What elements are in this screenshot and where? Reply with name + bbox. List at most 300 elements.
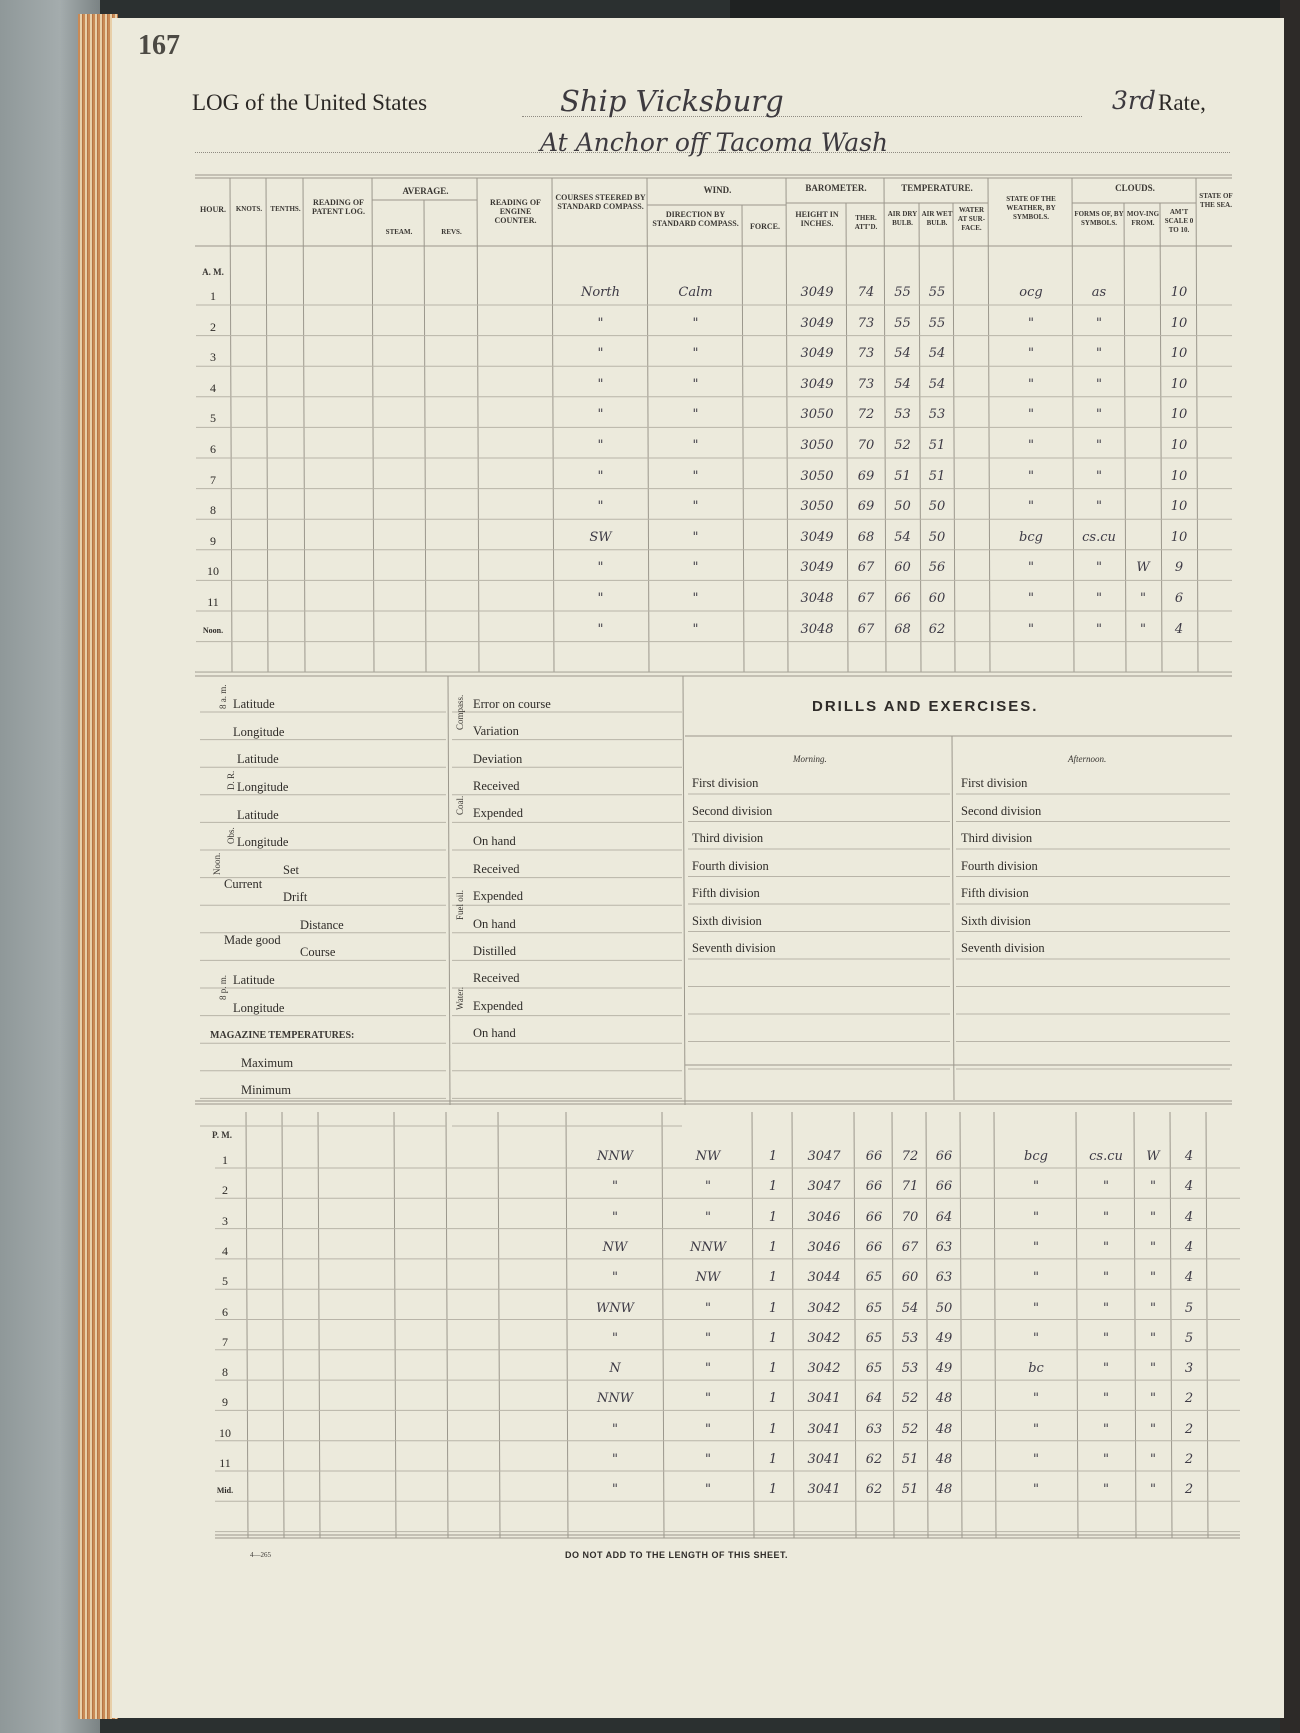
am-row-8-forms: " [1096,499,1102,515]
nav-obs-label: Obs. [226,827,236,844]
pm-row-3-force: 1 [768,1209,778,1225]
am-row-9-forms: cs.cu [1082,529,1116,545]
water-group: Water. [455,986,465,1010]
form-number: 4—265 [250,1551,271,1559]
pm-row-2-dir: " [705,1179,711,1195]
am-row-12-dry: 68 [894,621,911,637]
am-row-12-course: " [597,621,604,637]
pm-row-10-dir: " [705,1421,711,1437]
col-water: WATER AT SUR-FACE. [957,206,986,232]
am-row-5-ther: 72 [857,407,875,423]
am-row-11-course: " [597,591,604,606]
pm-row-6-weather: " [1033,1300,1039,1316]
nav-obs-longitude: Longitude [237,835,289,849]
am-row-6-ther: 70 [857,438,875,453]
pm-row-11-amt: 2 [1184,1452,1194,1467]
nav-dr-longitude: Longitude [237,780,289,794]
pm-row-3-moving: " [1150,1209,1156,1225]
pm-row-1-dry: 72 [901,1149,919,1164]
pm-row-6-wet: 50 [935,1300,953,1316]
am-row-1-amt: 10 [1170,285,1188,300]
fuel-oil-group: Fuel oil. [455,889,465,920]
pm-row-11-moving: " [1150,1452,1156,1467]
pm-row-6-amt: 5 [1184,1300,1194,1316]
pm-row-5-hour: 5 [222,1274,228,1289]
am-row-7-forms: " [1096,468,1102,484]
am-row-1-forms: as [1091,285,1107,300]
am-row-10-course: " [597,560,604,576]
am-row-12-moving: " [1140,621,1146,637]
am-row-3-forms: " [1096,346,1102,362]
am-row-4-dir: " [692,376,699,392]
pm-row-5-weather: " [1033,1270,1039,1286]
pm-row-11-weather: " [1033,1452,1039,1467]
morning-division-1: First division [692,776,759,790]
col-hour: HOUR. [200,205,226,214]
pm-row-2-forms: " [1103,1179,1109,1195]
pm-row-4-forms: " [1103,1239,1109,1255]
col-weather: STATE OF THE WEATHER, BY SYMBOLS. [1006,195,1056,221]
am-row-6-weather: " [1028,438,1034,453]
pm-row-3-hour: 3 [222,1213,228,1228]
pm-row-1-hour: 1 [222,1153,228,1167]
am-row-4-course: " [597,376,604,392]
pm-row-3-amt: 4 [1184,1209,1194,1225]
pm-row-3-dry: 70 [901,1209,919,1225]
coal-received: Received [473,779,520,793]
am-row-7-dir: " [692,468,699,484]
pm-row-12-forms: " [1103,1482,1109,1498]
pm-label: P. M. [212,1130,232,1140]
pm-row-10-forms: " [1103,1421,1109,1437]
nav-drift: Drift [283,890,308,904]
am-row-10-dir: " [692,560,699,576]
afternoon-division-1: First division [961,776,1028,790]
pm-row-10-weather: " [1033,1421,1039,1437]
pm-row-2-height: 3047 [807,1179,841,1195]
pm-row-6-dir: " [705,1300,711,1316]
pm-row-4-dir: NNW [689,1239,727,1255]
fuel-on-hand: On hand [473,917,516,931]
pm-row-7-forms: " [1103,1330,1109,1346]
pm-row-2-course: " [612,1179,618,1195]
pm-row-12-hour: Mid. [216,1486,234,1496]
col-temperature: TEMPERATURE. [901,183,973,193]
pm-row-9-dir: " [705,1391,711,1407]
am-row-3-wet: 54 [928,346,946,362]
pm-row-8-ther: 65 [865,1361,883,1377]
pm-row-7-course: " [612,1330,618,1346]
pm-row-8-hour: 8 [222,1365,228,1380]
am-row-1-dry: 55 [894,285,911,300]
am-row-7-hour: 7 [210,472,216,487]
morning-division-5: Fifth division [692,886,760,900]
pm-row-2-moving: " [1150,1179,1156,1195]
am-row-12-hour: Noon. [202,625,224,635]
am-row-3-dir: " [692,346,699,362]
am-row-4-amt: 10 [1170,376,1188,392]
pm-row-8-dry: 53 [901,1361,919,1377]
pm-row-7-wet: 49 [935,1330,953,1346]
pm-row-11-height: 3041 [807,1452,841,1467]
pm-row-4-force: 1 [768,1239,778,1255]
am-row-12-dir: " [692,621,699,637]
am-row-8-amt: 10 [1170,499,1188,515]
pm-row-7-moving: " [1150,1330,1156,1346]
pm-row-6-hour: 6 [222,1304,228,1319]
pm-row-8-dir: " [705,1361,711,1377]
pm-row-6-force: 1 [768,1300,778,1316]
am-row-1-hour: 1 [210,289,216,303]
am-row-11-weather: " [1028,591,1034,606]
pm-row-11-course: " [612,1452,618,1467]
col-clouds: CLOUDS. [1115,183,1155,193]
am-row-7-dry: 51 [894,468,911,484]
magazine-minimum: Minimum [241,1083,292,1097]
pm-row-5-dry: 60 [901,1270,919,1286]
pm-row-3-height: 3046 [807,1209,841,1225]
am-row-8-ther: 69 [857,499,875,515]
afternoon-division-3: Third division [961,831,1033,845]
nav-distance: Distance [300,918,344,932]
pm-row-5-amt: 4 [1184,1270,1194,1286]
am-row-1-wet: 55 [928,285,946,300]
pm-row-5-force: 1 [768,1270,778,1286]
pm-row-2-dry: 71 [901,1179,919,1195]
am-row-3-amt: 10 [1170,346,1188,362]
am-row-7-amt: 10 [1170,468,1188,484]
col-ther: THER. ATT'D. [854,214,878,231]
pm-row-9-course: NNW [596,1391,634,1407]
pm-row-6-moving: " [1150,1300,1156,1316]
am-row-12-weather: " [1028,621,1034,637]
am-row-11-forms: " [1096,591,1102,606]
col-barometer: BAROMETER. [805,183,867,193]
drills-afternoon: Afternoon. [1068,754,1107,764]
pm-row-4-height: 3046 [807,1239,841,1255]
afternoon-division-2: Second division [961,803,1042,818]
am-row-11-moving: " [1140,591,1146,606]
pm-row-9-dry: 52 [901,1391,919,1407]
pm-row-1-wet: 66 [935,1149,953,1164]
am-row-10-amt: 9 [1174,560,1184,576]
pm-row-6-ther: 65 [865,1300,883,1316]
am-row-5-height: 3050 [800,407,834,423]
nav-noon-label: Noon. [212,852,222,875]
pm-row-1-dir: NW [695,1149,721,1164]
pm-row-1-amt: 4 [1184,1149,1194,1164]
pm-row-9-ther: 64 [865,1391,883,1407]
am-row-5-dry: 53 [894,407,911,423]
nav-obs-latitude: Latitude [237,808,279,822]
pm-row-3-forms: " [1103,1209,1109,1225]
pm-row-10-height: 3041 [807,1421,841,1437]
location: At Anchor off Tacoma Wash [540,128,889,157]
col-steam: STEAM. [385,228,413,236]
water-expended: Expended [473,999,523,1013]
pm-row-8-wet: 49 [935,1361,953,1377]
pm-row-7-height: 3042 [807,1330,841,1346]
nav-set: Set [283,863,299,877]
pm-row-9-hour: 9 [222,1395,228,1410]
pm-row-7-force: 1 [768,1330,778,1346]
am-row-11-dry: 66 [894,591,911,606]
pm-row-8-moving: " [1150,1361,1156,1377]
morning-division-6: Sixth division [692,913,762,928]
pm-row-12-amt: 2 [1184,1482,1194,1498]
pm-row-4-dry: 67 [901,1239,919,1255]
pm-row-11-wet: 48 [935,1452,953,1467]
morning-division-7: Seventh division [692,941,776,955]
am-row-5-amt: 10 [1170,407,1188,423]
am-row-6-dir: " [692,438,699,453]
am-row-4-weather: " [1028,376,1034,392]
am-row-8-wet: 50 [928,499,946,515]
am-row-4-wet: 54 [928,376,946,392]
col-wind: WIND. [703,185,732,195]
coal-on-hand: On hand [473,834,516,848]
fuel-expended: Expended [473,889,523,903]
am-row-3-course: " [597,346,604,362]
nav-course: Course [300,945,336,959]
col-patent-log: READING OF PATENT LOG. [312,198,365,216]
nav-8pm-longitude: Longitude [233,1001,285,1015]
coal-expended: Expended [473,806,523,820]
afternoon-division-7: Seventh division [961,941,1045,955]
am-row-11-height: 3048 [800,591,834,606]
am-label: A. M. [202,267,224,277]
am-row-5-wet: 53 [928,407,946,423]
am-row-11-amt: 6 [1174,591,1184,606]
pm-row-2-hour: 2 [222,1183,228,1198]
am-row-6-course: " [597,438,604,453]
pm-row-9-wet: 48 [935,1391,953,1407]
pm-row-10-force: 1 [768,1421,778,1437]
coal-group: Coal. [455,795,465,815]
pm-row-5-ther: 65 [865,1270,883,1286]
am-row-6-amt: 10 [1170,438,1188,453]
pm-row-11-dry: 51 [901,1452,919,1467]
magazine-maximum: Maximum [241,1056,294,1070]
morning-division-3: Third division [692,831,764,845]
pm-row-12-dir: " [705,1482,711,1498]
am-row-5-dir: " [692,407,699,423]
am-row-10-moving: W [1136,560,1150,576]
pm-row-10-dry: 52 [901,1421,919,1437]
col-tenths: TENTHS. [270,205,301,213]
am-row-9-course: SW [589,529,612,545]
pm-row-10-moving: " [1150,1421,1156,1437]
pm-row-12-force: 1 [768,1482,778,1498]
am-row-7-course: " [597,468,604,484]
pm-row-3-dir: " [705,1209,711,1225]
pm-row-4-ther: 66 [865,1239,883,1255]
nav-dr-label: D. R. [226,770,236,790]
col-air-dry: AIR DRY BULB. [887,210,918,227]
page-number: 167 [138,30,180,61]
footer-notice: DO NOT ADD TO THE LENGTH OF THIS SHEET. [565,1550,789,1560]
pm-row-9-force: 1 [768,1391,778,1407]
pm-row-11-forms: " [1103,1452,1109,1467]
pm-row-1-weather: bcg [1024,1149,1048,1164]
drills-title: DRILLS AND EXERCISES. [812,698,1039,715]
am-row-10-dry: 60 [894,560,911,576]
log-title: LOG of the United States [192,90,428,115]
compass-error: Error on course [473,697,551,711]
am-row-7-ther: 69 [857,468,875,484]
pm-row-8-course: N [609,1361,621,1377]
pm-row-1-force: 1 [768,1149,778,1164]
am-row-10-ther: 67 [857,560,875,576]
nav-8pm-latitude: Latitude [233,973,275,987]
pm-row-7-dry: 53 [901,1330,919,1346]
am-row-6-height: 3050 [800,438,834,453]
afternoon-division-4: Fourth division [961,858,1038,873]
pm-row-10-amt: 2 [1184,1421,1194,1437]
am-row-2-course: " [597,315,604,331]
col-sea: STATE OF THE SEA. [1199,192,1233,209]
am-row-1-ther: 74 [857,285,875,300]
am-row-11-ther: 67 [857,591,875,606]
am-row-12-ther: 67 [857,621,875,637]
pm-row-12-dry: 51 [901,1482,919,1498]
am-row-2-weather: " [1028,315,1034,331]
pm-row-10-course: " [612,1421,618,1437]
pm-row-7-dir: " [705,1330,711,1346]
nav-current: Current [224,877,263,891]
am-row-6-wet: 51 [928,438,946,453]
am-row-1-course: North [580,285,620,300]
pm-row-9-height: 3041 [807,1391,841,1407]
am-row-5-weather: " [1028,407,1034,423]
pm-row-12-height: 3041 [807,1482,841,1498]
pm-row-9-forms: " [1103,1391,1109,1407]
am-row-10-forms: " [1096,560,1102,576]
pm-row-1-forms: cs.cu [1089,1149,1123,1164]
am-row-7-wet: 51 [928,468,946,484]
am-row-2-height: 3049 [800,315,834,331]
am-row-6-forms: " [1096,438,1102,453]
compass-group: Compass. [455,694,465,730]
pm-row-2-force: 1 [768,1179,778,1195]
am-row-11-dir: " [692,591,699,606]
pm-row-4-weather: " [1033,1239,1039,1255]
am-row-4-hour: 4 [210,380,216,395]
am-row-9-amt: 10 [1170,529,1188,545]
pm-row-6-dry: 54 [901,1300,919,1316]
morning-division-4: Fourth division [692,858,769,873]
am-row-2-dir: " [692,315,699,331]
am-row-3-weather: " [1028,346,1034,362]
pm-row-11-dir: " [705,1452,711,1467]
pm-row-1-height: 3047 [807,1149,841,1164]
pm-row-5-moving: " [1150,1270,1156,1286]
am-row-9-ther: 68 [857,529,875,545]
am-row-5-hour: 5 [210,411,216,426]
am-row-4-dry: 54 [894,376,911,392]
am-row-2-forms: " [1096,315,1102,331]
am-row-3-dry: 54 [894,346,911,362]
pm-row-11-ther: 62 [865,1452,883,1467]
am-row-1-dir: Calm [678,285,713,300]
pm-row-5-dir: NW [695,1270,721,1286]
nav-8pm-label: 8 p. m. [218,974,228,1000]
pm-row-4-course: NW [602,1239,628,1255]
pm-row-7-ther: 65 [865,1330,883,1346]
pm-row-9-weather: " [1033,1391,1039,1407]
am-row-9-weather: bcg [1019,529,1043,545]
col-amount: AM'T SCALE 0 TO 10. [1164,208,1194,234]
pm-row-4-amt: 4 [1184,1239,1194,1255]
am-row-3-hour: 3 [210,350,216,365]
water-distilled: Distilled [473,944,517,958]
rate-label: Rate, [1158,90,1206,115]
am-row-9-dry: 54 [894,529,911,545]
pm-row-1-course: NNW [596,1149,634,1164]
col-engine-counter: READING OF ENGINE COUNTER. [490,198,541,225]
am-row-2-wet: 55 [928,315,946,331]
am-row-6-hour: 6 [210,442,216,456]
pm-row-11-hour: 11 [219,1456,231,1470]
nav-8am-longitude: Longitude [233,725,285,739]
pm-row-7-amt: 5 [1184,1330,1194,1346]
am-row-5-forms: " [1096,407,1102,423]
am-row-2-ther: 73 [857,315,875,331]
pm-row-4-wet: 63 [935,1239,953,1255]
pm-row-7-weather: " [1033,1330,1039,1346]
am-row-8-dry: 50 [894,499,911,515]
pm-row-2-ther: 66 [865,1179,883,1195]
am-row-3-height: 3049 [800,346,834,362]
col-moving-from: MOV-ING FROM. [1126,210,1160,227]
pm-row-2-wet: 66 [935,1179,953,1195]
nav-dr-latitude: Latitude [237,752,279,766]
water-received: Received [473,971,520,985]
pm-row-12-weather: " [1033,1482,1039,1498]
pm-row-5-height: 3044 [807,1270,841,1286]
pm-row-12-ther: 62 [865,1482,883,1498]
am-row-9-hour: 9 [210,533,216,548]
fuel-received: Received [473,862,520,876]
magazine-temperatures: MAGAZINE TEMPERATURES: [210,1030,355,1041]
compass-deviation: Deviation [473,752,523,766]
am-row-9-dir: " [692,529,699,545]
pm-row-12-wet: 48 [935,1482,953,1498]
compass-variation: Variation [473,724,519,738]
am-row-7-weather: " [1028,468,1034,484]
nav-8am-label: 8 a. m. [218,684,228,709]
am-row-12-wet: 62 [928,621,946,637]
afternoon-division-6: Sixth division [961,913,1031,928]
col-knots: KNOTS. [235,205,263,213]
pm-row-3-course: " [612,1209,618,1225]
am-row-3-ther: 73 [857,346,875,362]
am-row-9-height: 3049 [800,529,834,545]
col-height: HEIGHT IN INCHES. [795,210,839,228]
am-row-10-hour: 10 [207,564,219,579]
pm-row-8-height: 3042 [807,1361,841,1377]
col-courses: COURSES STEERED BY STANDARD COMPASS. [555,193,646,211]
am-row-10-height: 3049 [800,560,834,576]
am-row-11-hour: 11 [207,595,219,609]
pm-row-9-moving: " [1150,1391,1156,1407]
col-revs: REVS. [441,228,462,236]
pm-row-9-amt: 2 [1184,1391,1194,1407]
am-row-8-hour: 8 [210,503,216,518]
am-row-8-weather: " [1028,499,1034,515]
drills-morning: Morning. [793,754,827,764]
pm-row-3-weather: " [1033,1209,1039,1225]
